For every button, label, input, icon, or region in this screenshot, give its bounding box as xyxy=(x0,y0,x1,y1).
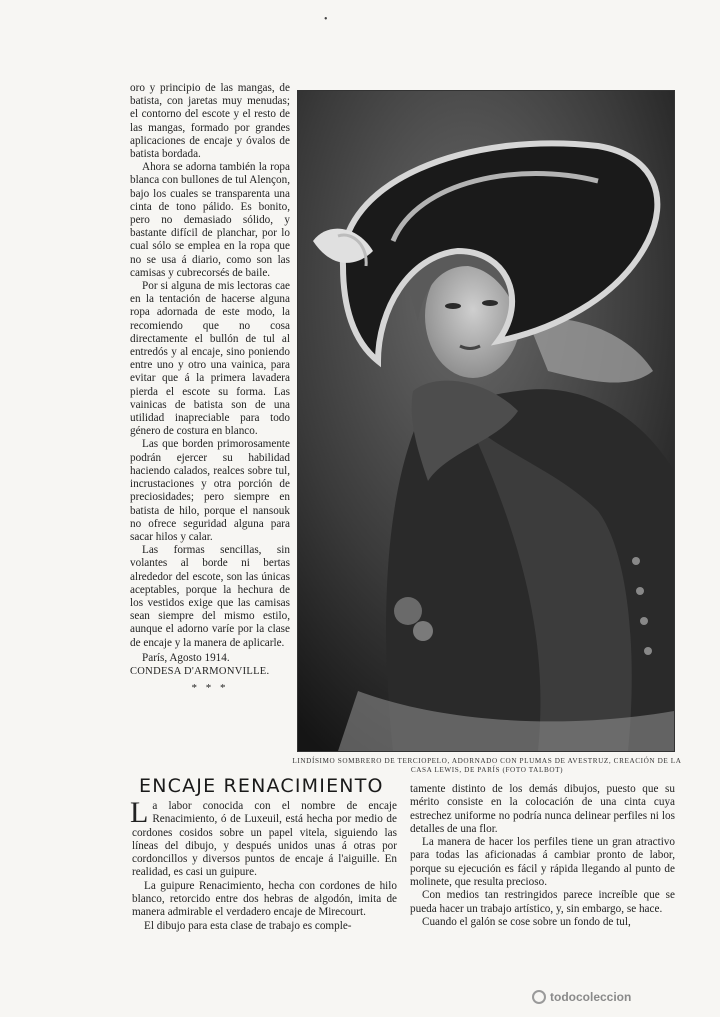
paragraph-text: a labor conocida con el nombre de encaje Renacimiento, ó de Luxeuil, está hecha por medio de cordones cosidos sobre un papel vitela, siguiendo las líneas del dibujo, y después unidos unas á otras por cordoncillos y diversos puntos de encaje á l'aiguille. En realidad, es casi un guipure. xyxy=(132,800,397,879)
article-right-column xyxy=(410,783,675,929)
article-title: ENCAJE RENACIMIENTO xyxy=(139,775,384,797)
paragraph: oro y principio de las mangas, de batista, con jaretas muy menudas; el contorno del escote y el resto de las mangas, formado por grandes aplicaciones de encaje y óvalos de batista bordada. xyxy=(130,82,290,161)
watermark-logo-icon xyxy=(532,990,546,1004)
paragraph: tamente distinto de los demás dibujos, puesto que su mérito consiste en la colocación de una cinta cuya estrechez uniforme no podría nunca delinear perfiles ni los detalles de una flor. xyxy=(410,783,675,835)
paragraph: La guipure Renacimiento, hecha con cordones de hilo blanco, retorcido entre dos hebras de algodón, imita de manera admirable el verdadero encaje de Mirecourt. xyxy=(132,879,397,919)
watermark xyxy=(532,990,631,1004)
paragraph: Por si alguna de mis lectoras cae en la tentación de hacerse alguna ropa adornada de este modo, la recomiendo que no cosa directamente el bullón de tul al entredós y al encaje, sino poniendo entre uno y otro una vainica, para evitar que á la primera lavadera pierda el escote su forma. Las vainicas de batista son de una utilidad inapreciable para todo género de costura en blanco. xyxy=(130,280,290,438)
left-column xyxy=(130,82,290,695)
paragraph: El dibujo para esta clase de trabajo es comple- xyxy=(144,919,352,932)
portrait-photo xyxy=(297,90,675,752)
paragraph: Ahora se adorna también la ropa blanca con bullones de tul Alençon, bajo los cuales se transparenta una cinta de tono pálido. Es bonito, pero no demasiado sólido, y bastante difícil de planchar, por lo cual sólo se emplea en la ropa que no se usa á diario, como son las camisas y cubrecorsés de baile. xyxy=(130,161,290,279)
paragraph xyxy=(130,796,397,880)
place-date: París, Agosto 1914. xyxy=(142,651,230,664)
portrait-illustration xyxy=(298,91,674,751)
section-divider: * * * xyxy=(191,682,229,695)
watermark-text: todocoleccion xyxy=(550,990,632,1004)
photo-caption: LINDÍSIMO SOMBRERO DE TERCIOPELO, ADORNADO CON PLUMAS DE AVESTRUZ, CREACIÓN DE LA CASA LEWIS, DE PARÍS (FOTO TALBOT) xyxy=(292,757,682,774)
drop-cap: L xyxy=(130,796,149,829)
paragraph: Las que borden primorosamente podrán ejercer su habilidad haciendo calados, realces sobre tul, incrustaciones y otra porción de preciosidades; pero siempre en batista de hilo, porque el nansouk no ofrece seguridad alguna para sacar hilos y calar. xyxy=(130,438,290,543)
paragraph: Las formas sencillas, sin volantes al borde ni bertas alrededor del escote, son las únicas aceptables, porque la hechura de los vestidos exige que las camisas sean siempre del mismo estilo, aunque el adorno varíe por la clase de encaje y la manera de aplicarle. xyxy=(130,544,290,649)
paragraph: La manera de hacer los perfiles tiene un gran atractivo para todas las aficionadas á cambiar pronto de labor, porque su ejecución es fácil y rápida llegando al punto de molinete, que resulta precioso. xyxy=(410,836,675,889)
author-signature: CONDESA D'ARMONVILLE. xyxy=(130,665,270,677)
page-mark: • xyxy=(324,14,328,25)
paragraph: Con medios tan restringidos parece increíble que se pueda hacer un trabajo artístico, y, sin embargo, se hace. xyxy=(410,889,675,915)
paragraph: Cuando el galón se cose sobre un fondo de tul, xyxy=(422,915,631,928)
article-left-column xyxy=(130,796,397,933)
